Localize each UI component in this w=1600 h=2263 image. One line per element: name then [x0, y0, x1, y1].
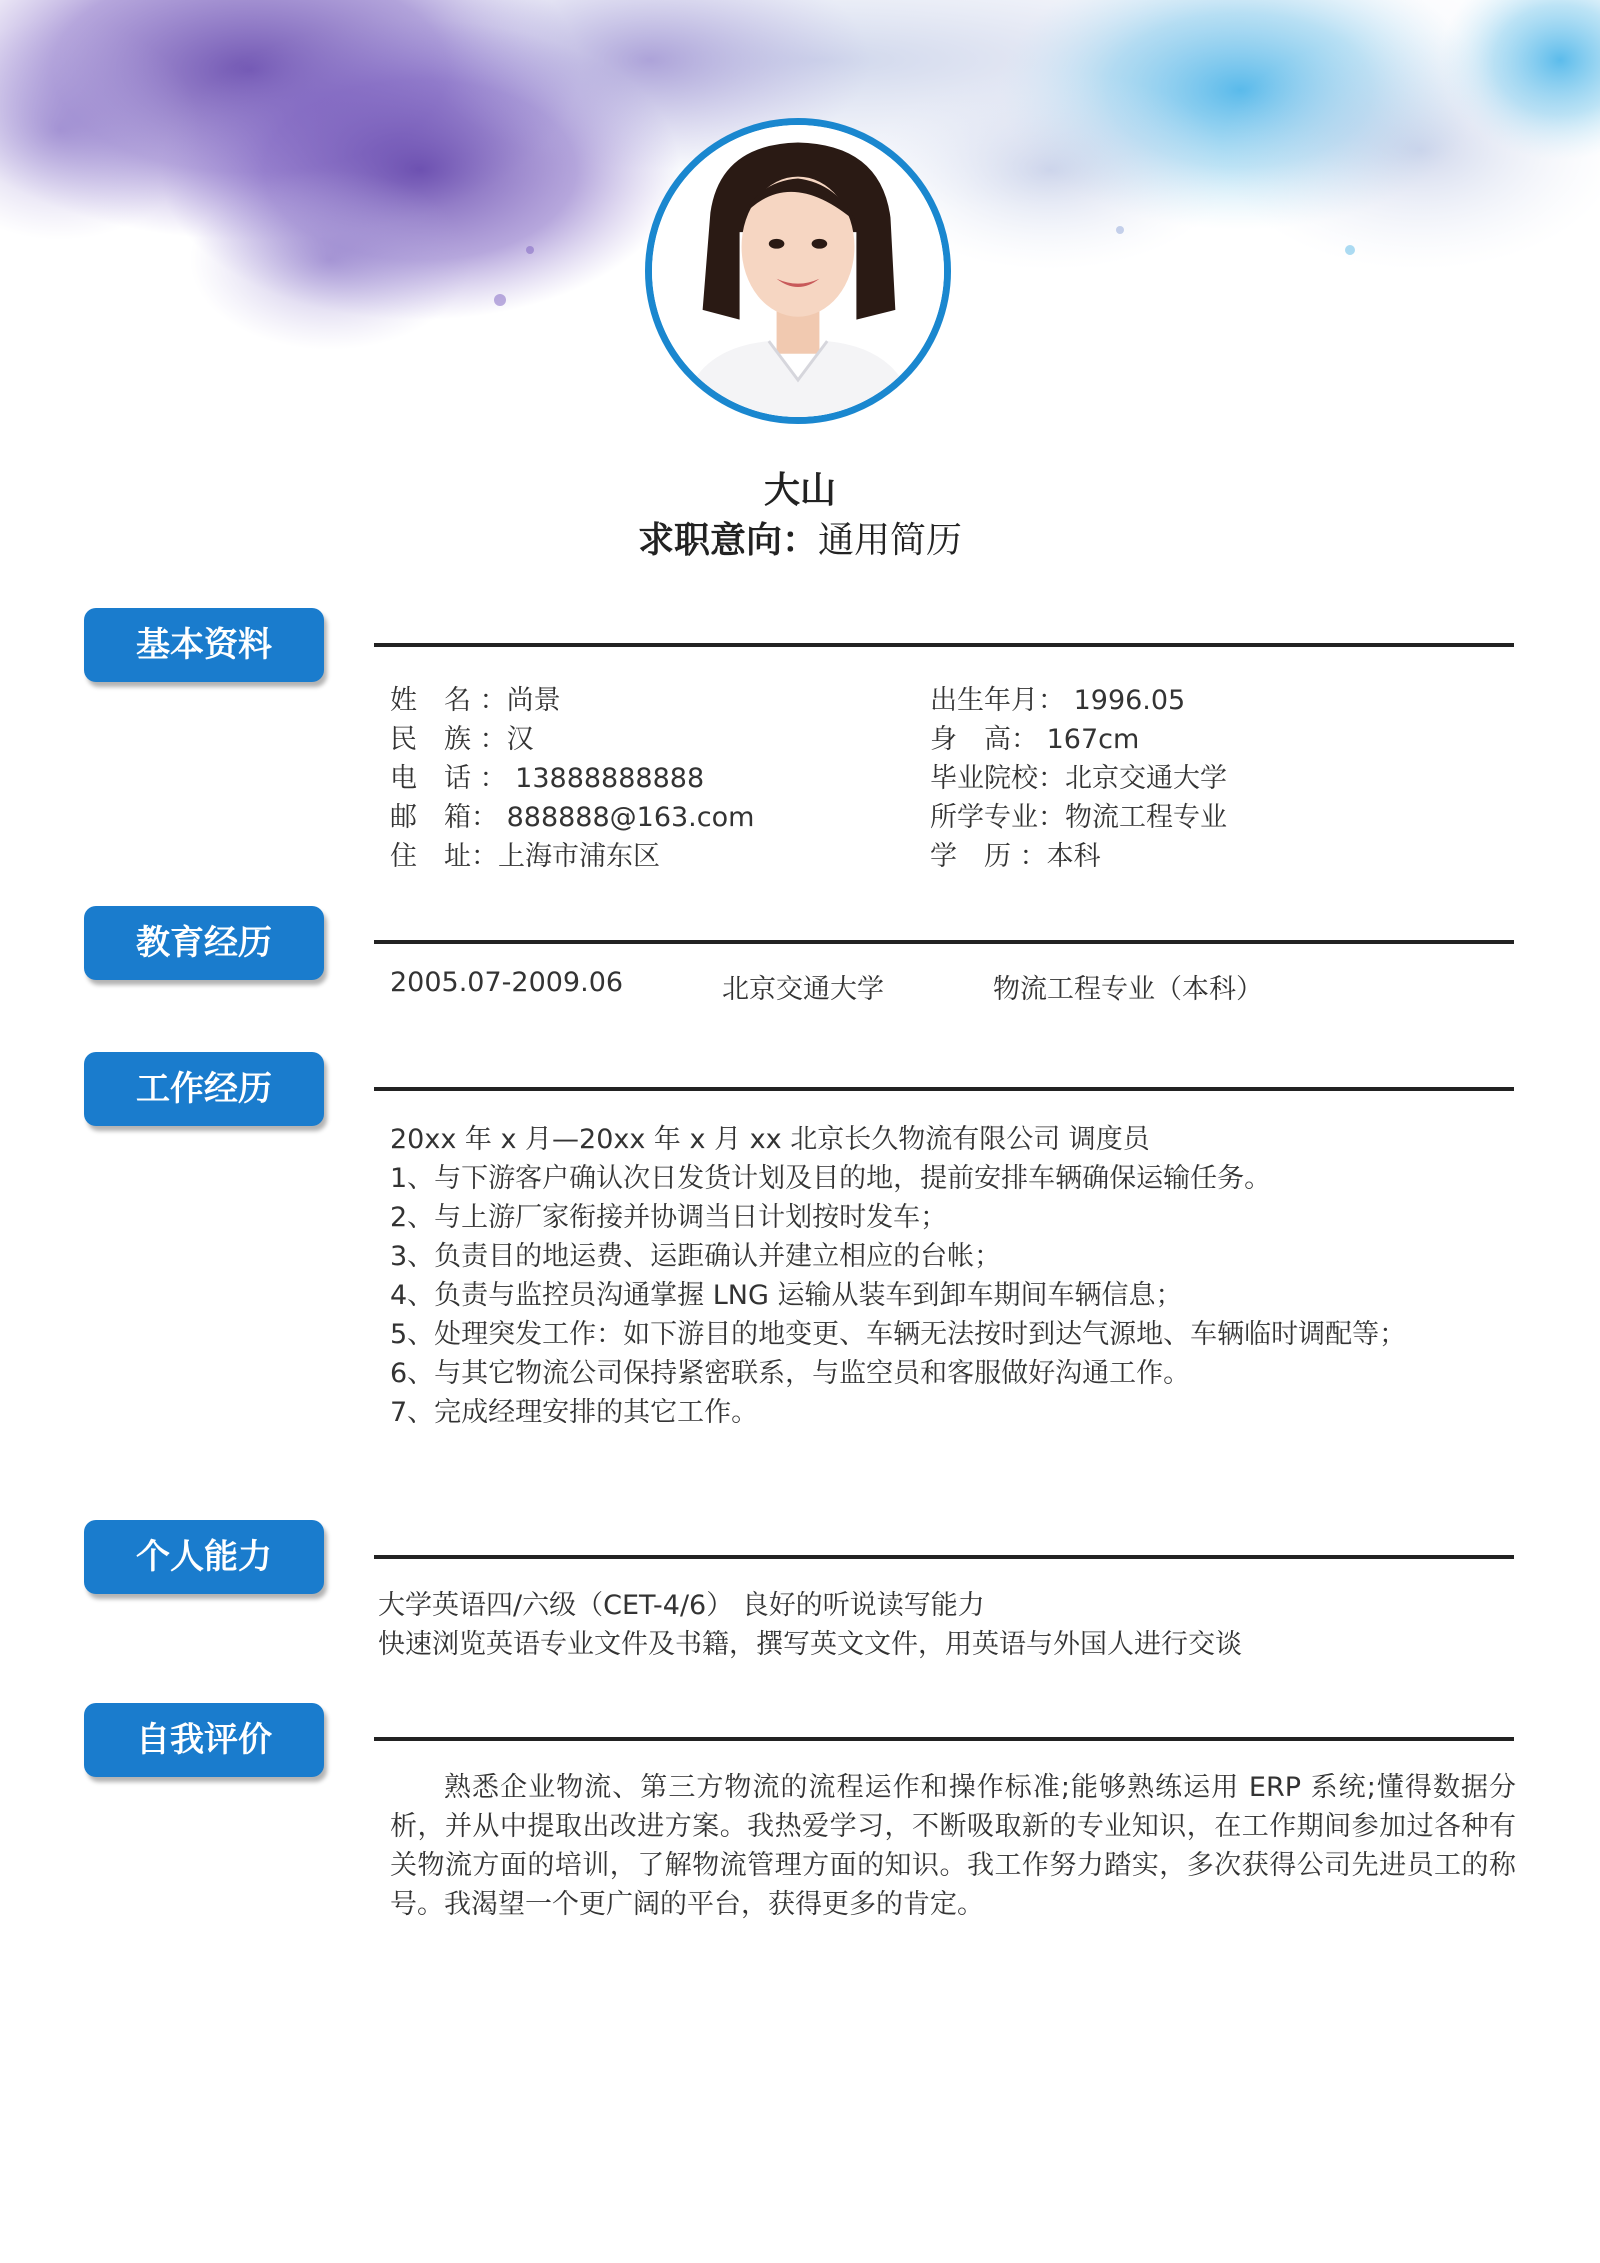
- work-item: 2、与上游厂家衔接并协调当日计划按时发车；: [390, 1202, 948, 1233]
- education-major: 物流工程专业（本科）: [993, 974, 1263, 1005]
- section-education-rule: [374, 940, 1514, 944]
- work-item: 4、负责与监控员沟通掌握 LNG 运输从装车到卸车期间车辆信息；: [390, 1280, 1183, 1311]
- education-school: 北京交通大学: [722, 974, 884, 1005]
- work-item: 6、与其它物流公司保持紧密联系，与监空员和客服做好沟通工作。: [390, 1358, 1191, 1389]
- job-intent-value: 通用简历: [818, 520, 963, 561]
- candidate-name: 大山: [763, 470, 836, 511]
- work-item: 3、负责目的地运费、运距确认并建立相应的台帐；: [390, 1241, 1002, 1272]
- section-self-eval-rule: [374, 1737, 1514, 1741]
- profile-photo: [645, 118, 951, 424]
- work-title: 20xx 年 x 月—20xx 年 x 月 xx 北京长久物流有限公司 调度员: [390, 1124, 1150, 1155]
- education-period: 2005.07-2009.06: [390, 967, 624, 998]
- work-item: 5、处理突发工作：如下游目的地变更、车辆无法按时到达气源地、车辆临时调配等；: [390, 1319, 1407, 1350]
- work-item: 7、完成经理安排的其它工作。: [390, 1397, 759, 1428]
- basic-info-name: 姓 名 ：尚景: [390, 685, 561, 716]
- section-basic-info-heading: 基本资料: [84, 608, 324, 682]
- basic-info-school: 毕业院校：北京交通大学: [930, 763, 1227, 794]
- ability-item: 大学英语四/六级（CET-4/6） 良好的听说读写能力: [378, 1590, 985, 1621]
- work-item: 1、与下游客户确认次日发货计划及目的地，提前安排车辆确保运输任务。: [390, 1163, 1272, 1194]
- basic-info-major: 所学专业：物流工程专业: [930, 802, 1227, 833]
- basic-info-ethnicity: 民 族 ：汉: [390, 724, 534, 755]
- job-intent: [0, 512, 1600, 563]
- section-self-eval-heading: 自我评价: [84, 1703, 324, 1777]
- job-intent-label: 求职意向：: [637, 520, 818, 561]
- basic-info-address: 住 址：上海市浦东区: [390, 841, 660, 872]
- basic-info-phone: 电 话 ： 13888888888: [390, 763, 705, 794]
- section-work-rule: [374, 1087, 1514, 1091]
- section-work-heading: 工作经历: [84, 1052, 324, 1126]
- basic-info-height: 身 高： 167cm: [930, 724, 1140, 755]
- basic-info-email: 邮 箱： 888888@163.com: [390, 802, 755, 833]
- profile-photo-icon: [652, 125, 944, 417]
- basic-info-birth: 出生年月： 1996.05: [930, 685, 1186, 716]
- section-basic-info-rule: [374, 643, 1514, 647]
- section-ability-rule: [374, 1555, 1514, 1559]
- section-education-heading: 教育经历: [84, 906, 324, 980]
- ability-item: 快速浏览英语专业文件及书籍，撰写英文文件，用英语与外国人进行交谈: [378, 1629, 1242, 1660]
- basic-info-degree: 学 历 ：本科: [930, 841, 1101, 872]
- section-ability-heading: 个人能力: [84, 1520, 324, 1594]
- self-eval-paragraph: 熟悉企业物流、第三方物流的流程运作和操作标准;能够熟练运用 ERP 系统;懂得数据分析，并从中提取出改进方案。我热爱学习，不断吸取新的专业知识，在工作期间参加过各种有关物流方面的培训，了解物流管理方面的知识。我工作努力踏实，多次获得公司先进员工的称号。我渴望一个更广阔的平台，获得更多的肯定。: [390, 1772, 1516, 1920]
